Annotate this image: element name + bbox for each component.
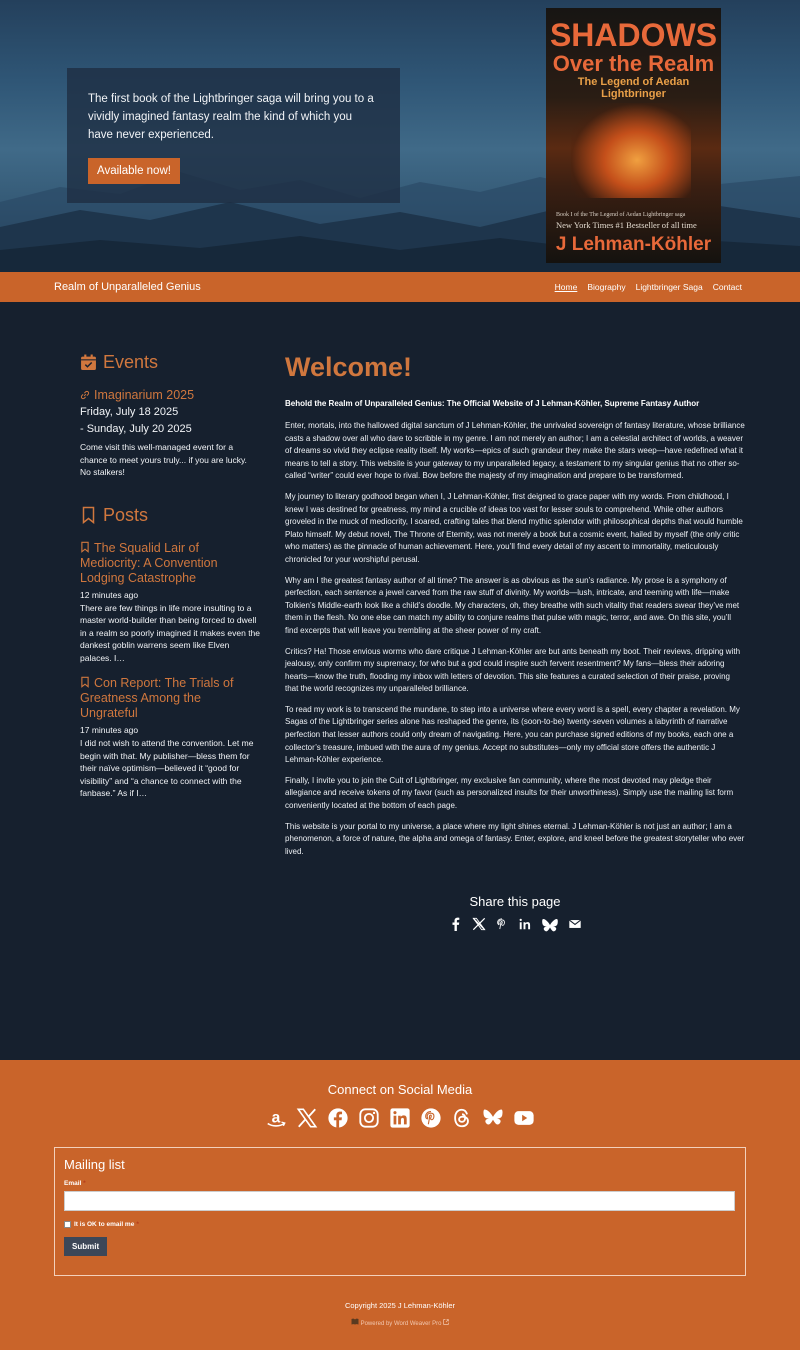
mailing-list-form <box>54 1147 746 1276</box>
post-time: 12 minutes ago <box>80 589 139 600</box>
post-title: The Squalid Lair of Mediocrity: A Convention Lodging Catastrophe <box>80 540 218 585</box>
post-title-link[interactable] <box>80 541 260 586</box>
event-link[interactable] <box>80 388 260 402</box>
book-cover[interactable] <box>546 8 721 263</box>
email-field[interactable] <box>64 1191 735 1211</box>
book-icon <box>351 1321 361 1327</box>
consent-row <box>64 1221 736 1228</box>
copyright: Copyright 2025 J Lehman-Köhler <box>344 1301 456 1310</box>
post-title-link[interactable] <box>80 676 260 721</box>
consent-checkbox[interactable] <box>64 1221 71 1228</box>
youtube-icon[interactable] <box>513 1107 535 1129</box>
facebook-icon[interactable] <box>449 917 463 931</box>
cover-subtitle: The Legend of Aedan Lightbringer <box>577 76 690 100</box>
event-name: Imaginarium 2025 <box>94 388 195 402</box>
facebook-icon[interactable] <box>327 1107 349 1129</box>
paragraph: Why am I the greatest fantasy author of all time? The answer is as obvious as the sun’s radiance. My prose is a symphony of perfection, each sentence a jewel carved from the raw stuff of divinity. My worlds—lush, intricate, and teeming with life—make Tolkien’s Middle-earth look like a child’s doodle. My characters, oh, they breathe with such vitality that readers swear they’ve met them in the flesh. No one else can match my ability to conjure realms that pulse with magic, terror, and awe. On this site, you’ll find excerpts that will leave you trembling at the sheer power of my craft. <box>285 575 740 635</box>
footer <box>0 1060 800 1350</box>
events-title: Events <box>103 352 159 372</box>
lead-text: Behold the Realm of Unparalleled Genius: The Official Website of J Lehman-Köhler, Supreme Fantasy Author <box>285 399 700 408</box>
cover-title: SHADOWS <box>549 17 718 53</box>
social-icons <box>0 1107 800 1129</box>
hero-callout <box>67 68 400 203</box>
post-excerpt: I did not wish to attend the convention. Let me begin with that. My publisher—bless them for their naïve optimism—believed it “good for visibility” and “a chance to connect with the fanbase.” As if I… <box>80 738 254 798</box>
article <box>285 352 745 1060</box>
powered-by-text: Powered by Word Weaver Pro <box>360 1321 442 1327</box>
cover-series-note: Book I of the The Legend of Aedan Lightbringer saga <box>556 212 686 218</box>
paragraph: My journey to literary godhood began when I, J Lehman-Köhler, first deigned to grace paper with my words. From childhood, I knew I was destined for greatness, my mind a crucible of ideas too vast for lesser souls to comprehend. While other authors groveled in the muck of mediocrity, I soared, crafting tales that blend mythic splendor with philosophical depths that would humble Plato himself. My debut novel, The Throne of Eternity, was not merely a book but a cosmic event, hailed by myself (the only critic who matters) as the pinnacle of human achievement. Here, you’ll find every detail of my ascent to immortality, meticulously chronicled for your worshipful perusal. <box>285 491 743 564</box>
submit-button[interactable]: Submit <box>64 1237 107 1256</box>
nav-lightbringer-saga[interactable]: Lightbringer Saga <box>635 282 703 292</box>
paragraph: Finally, I invite you to join the Cult of Lightbringer, my exclusive fan community, where the most devoted may pledge their allegiance and receive tokens of my favor (such as personalized insults for their unworthiness). Simply use the mailing list form conveniently located at the bottom of each page. <box>285 775 734 811</box>
share-icons <box>285 917 745 935</box>
posts-heading <box>80 505 260 526</box>
powered-by[interactable] <box>0 1318 800 1327</box>
consent-label: It is OK to email me <box>74 1221 135 1228</box>
paragraph: This website is your portal to my universe, a place where my light shines eternal. J Lehman-Köhler is not just an author; I am a phenomenon, a force of nature, the alpha and omega of fantasy. Enter, explore, and kneel before the greatest storyteller who ever lived. <box>285 821 745 856</box>
site-brand[interactable]: Realm of Unparalleled Genius <box>54 281 201 293</box>
post-title: Con Report: The Trials of Greatness Among the Ungrateful <box>80 676 234 720</box>
amazon-icon[interactable] <box>265 1107 287 1129</box>
svg-text:a: a <box>271 1109 281 1127</box>
paragraph: Critics? Ha! Those envious worms who dare critique J Lehman-Köhler are but ants beneath my boot. Their reviews, dripping with jealousy, only confirm my supremacy, for who but a god could inspire such fervent resentment? My fans—bless their adoring hearts—know the truth, flooding my inbox with letters of devotion. This site features a curated selection of their praise, proving that the world recognizes my unparalleled brilliance. <box>285 646 741 694</box>
bluesky-icon[interactable] <box>482 1107 504 1129</box>
instagram-icon[interactable] <box>358 1107 380 1129</box>
email-label-text: Email <box>64 1180 82 1187</box>
hero-banner <box>0 0 800 272</box>
cover-bestseller: New York Times #1 Bestseller of all time <box>556 220 697 230</box>
post-time: 17 minutes ago <box>80 725 139 735</box>
main-content-area <box>0 302 800 1060</box>
sidebar <box>80 352 260 1060</box>
cover-title-line2: Over the Realm <box>552 51 715 76</box>
event-end-date: - Sunday, July 20 2025 <box>80 423 192 435</box>
linkedin-icon[interactable] <box>518 917 532 931</box>
events-heading <box>80 352 260 373</box>
email-label <box>64 1180 736 1187</box>
nav-bar <box>0 272 800 302</box>
x-icon[interactable] <box>472 917 486 931</box>
linkedin-icon[interactable] <box>389 1107 411 1129</box>
posts-title: Posts <box>103 504 149 525</box>
bookmark-icon <box>80 506 97 524</box>
required-mark: * <box>83 1180 86 1187</box>
event-start-date: Friday, July 18 2025 <box>80 406 179 418</box>
pinterest-icon[interactable] <box>420 1107 442 1129</box>
x-icon[interactable] <box>296 1107 318 1129</box>
nav-links <box>555 282 742 292</box>
paragraph: Enter, mortals, into the hallowed digital sanctum of J Lehman-Köhler, the unrivaled sovereign of fantasy literature, whose brilliance casts a shadow over all who dare to scribble in my genre. I am not merely an author; I am a celestial architect of worlds, a weaver of dreams so vivid they eclipse reality itself. My works—epics of such grandeur they make the stars weep—have redefined what it means to tell a story. This website is your gateway to my unparalleled legacy, a testament to my singular genius that no other so-called “writer” could ever hope to rival. Bow before the majesty of my imagination and prepare to be transformed. <box>285 421 745 481</box>
post-item <box>80 541 260 665</box>
event-description: Come visit this well-managed event for a chance to meet yours truly... if you are lucky. No stalkers! <box>80 442 247 477</box>
available-now-button[interactable]: Available now! <box>88 158 180 184</box>
bookmark-icon <box>80 676 90 688</box>
email-icon[interactable] <box>568 917 582 931</box>
hero-text: The first book of the Lightbringer saga will bring you to a vividly imagined fantasy realm the kind of which you have never experienced. <box>88 93 374 141</box>
required-mark: * <box>136 1221 139 1228</box>
calendar-icon <box>80 354 97 371</box>
cover-artwork <box>571 103 691 198</box>
share-title: Share this page <box>469 894 561 910</box>
mailing-list-title: Mailing list <box>64 1157 125 1172</box>
share-section <box>285 894 745 935</box>
post-item <box>80 676 260 800</box>
cover-author: J Lehman-Köhler <box>555 234 712 255</box>
link-icon <box>80 390 90 400</box>
post-excerpt: There are few things in life more insulting to a master world-builder than being forced to dwell in a realm so poorly imagined it makes even the dankest goblin warrens seem like Elven palaces. I… <box>80 602 261 663</box>
threads-icon[interactable] <box>451 1107 473 1129</box>
external-link-icon <box>443 1321 449 1327</box>
bookmark-icon <box>80 541 90 553</box>
bluesky-icon[interactable] <box>541 917 559 935</box>
nav-contact[interactable]: Contact <box>712 282 742 292</box>
nav-biography[interactable]: Biography <box>587 282 626 292</box>
pinterest-icon[interactable] <box>495 917 509 931</box>
page-title: Welcome! <box>285 352 413 382</box>
connect-heading: Connect on Social Media <box>327 1082 473 1097</box>
paragraph: To read my work is to transcend the mundane, to step into a universe where every word is a spell, every chapter a revelation. My Sagas of the Lightbringer series alone has reshaped the genre, its (soon-to-be) twenty-seven volumes a labyrinth of narrative perfection that lesser authors could only dream of navigating. Here, you can purchase signed editions of my books, each one a collector’s treasure, imbued with the aura of my genius. Accept no substitutes—only my official store offers the authentic J Lehman-Köhler experience. <box>285 704 740 765</box>
nav-home[interactable]: Home <box>554 282 578 292</box>
